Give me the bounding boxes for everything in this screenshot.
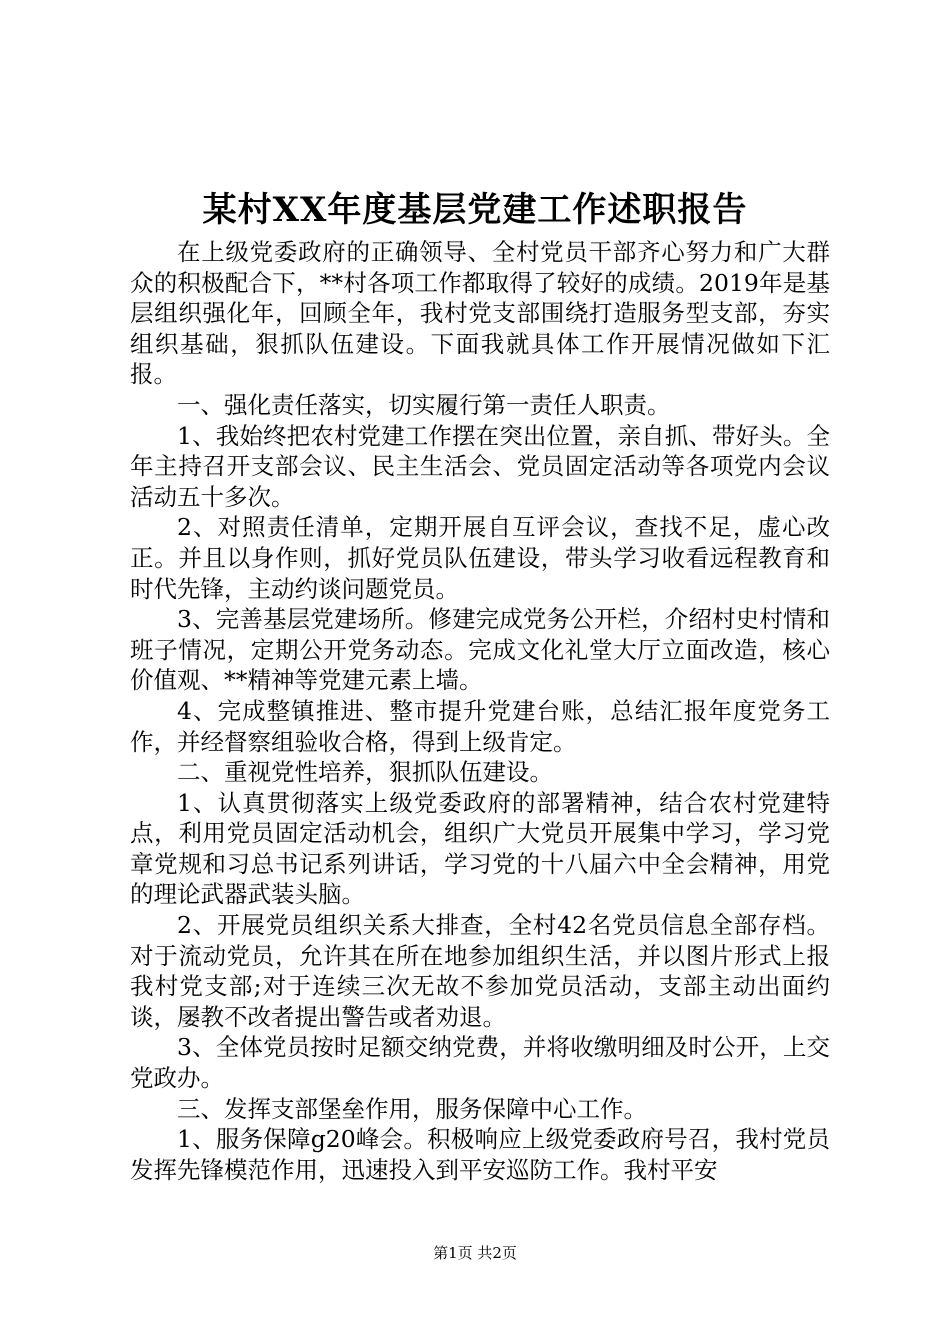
section-heading-2: 二、重视党性培养，狠抓队伍建设。 xyxy=(177,758,553,787)
section-3-item-1: 1、服务保障g20峰会。积极响应上级党委政府号召，我村党员发挥先锋模范作用，迅速投入到平安巡防工作。我村平安 xyxy=(130,1125,830,1184)
section-1-item-3: 3、完善基层党建场所。修建完成党务公开栏，介绍村史村情和班子情况，定期公开党务动态。完成文化礼堂大厅立面改造，核心价值观、**精神等党建元素上墙。 xyxy=(130,605,830,695)
document-title: 某村XX年度基层党建工作述职报告 xyxy=(202,190,748,230)
section-1-item-4: 4、完成整镇推进、整市提升党建台账，总结汇报年度党务工作，并经督察组验收合格，得到上级肯定。 xyxy=(130,696,830,756)
section-heading-3: 三、发挥支部堡垒作用，服务保障中心工作。 xyxy=(177,1094,647,1123)
section-2-item-2: 2、开展党员组织关系大排查，全村42名党员信息全部存档。对于流动党员，允许其在所在地参加组织生活，并以图片形式上报我村党支部;对于连续三次无故不参加党员活动，支部主动出面约谈，屡教不改者提出警告或者劝退。 xyxy=(130,911,830,1031)
document-body xyxy=(130,237,830,1185)
intro-paragraph: 在上级党委政府的正确领导、全村党员干部齐心努力和广大群众的积极配合下，**村各项工作都取得了较好的成绩。2019年是基层组织强化年，回顾全年，我村党支部围绕打造服务型支部，夯实组织基础，狠抓队伍建设。下面我就具体工作开展情况做如下汇报。 xyxy=(130,238,830,389)
section-2-item-3: 3、全体党员按时足额交纳党费，并将收缴明细及时公开，上交党政办。 xyxy=(130,1033,830,1093)
section-2-item-1: 1、认真贯彻落实上级党委政府的部署精神，结合农村党建特点，利用党员固定活动机会，组织广大党员开展集中学习，学习党章党规和习总书记系列讲话，学习党的十八届六中全会精神，用党的理论武器武装头脑。 xyxy=(130,788,830,909)
page-footer: 第1页 共2页 xyxy=(433,1244,517,1262)
section-1-item-2: 2、对照责任清单，定期开展自互评会议，查找不足，虚心改正。并且以身作则，抓好党员队伍建设，带头学习收看远程教育和时代先锋，主动约谈问题党员。 xyxy=(130,513,830,603)
section-1-item-1: 1、我始终把农村党建工作摆在突出位置，亲自抓、带好头。全年主持召开支部会议、民主生活会、党员固定活动等各项党内会议活动五十多次。 xyxy=(130,421,830,511)
section-heading-1: 一、强化责任落实，切实履行第一责任人职责。 xyxy=(177,390,671,419)
